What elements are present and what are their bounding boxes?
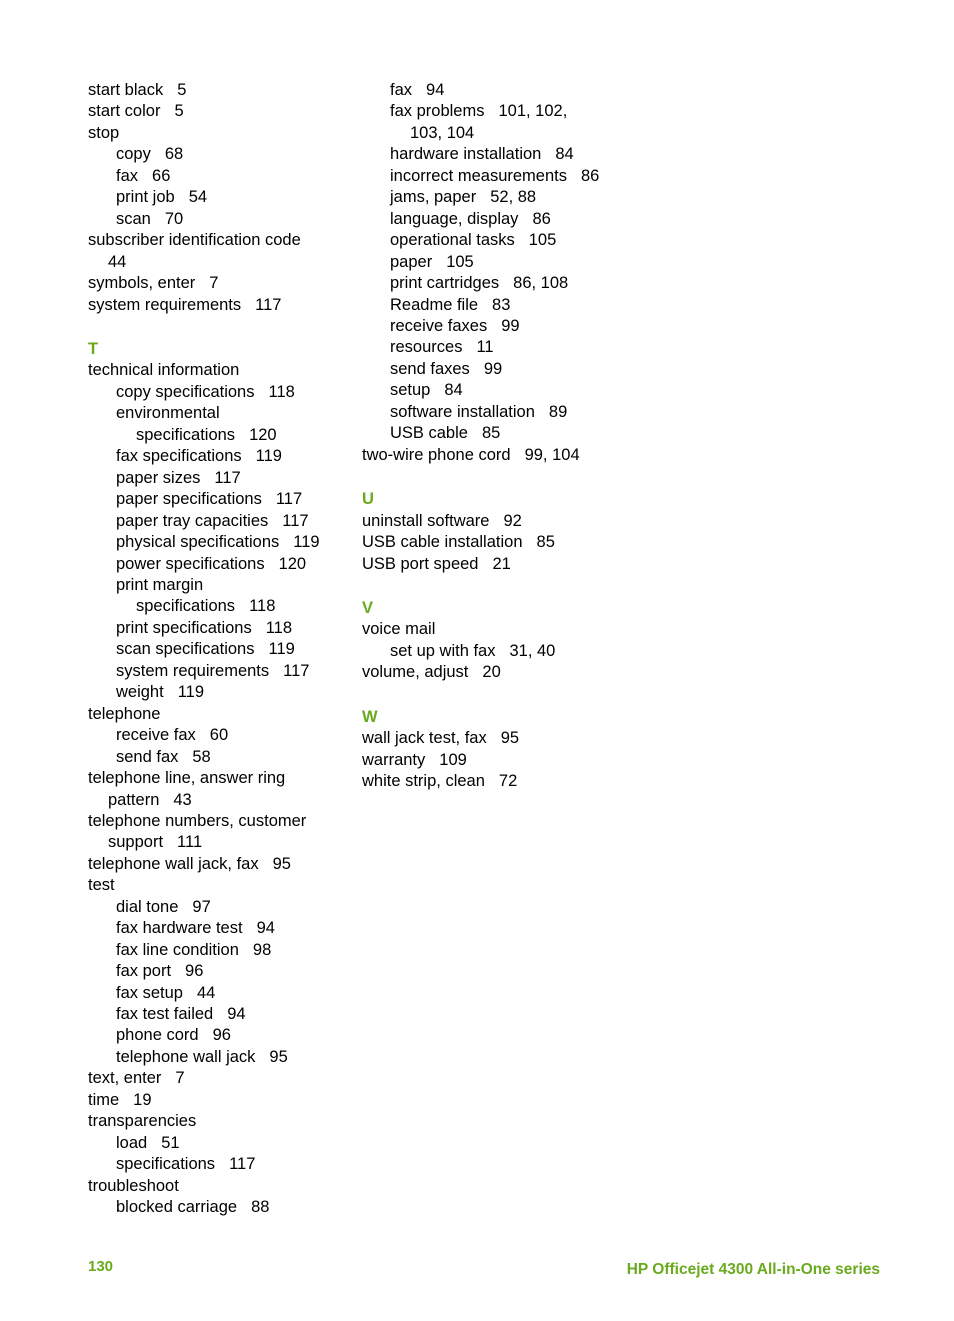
index-term: physical specifications — [116, 533, 280, 552]
index-subentry — [88, 661, 350, 682]
index-term: wall jack test, fax — [362, 729, 487, 748]
index-term: fax hardware test — [116, 919, 243, 938]
index-subentry — [88, 1154, 350, 1175]
index-term: jams, paper — [390, 188, 477, 207]
index-subentry — [362, 166, 632, 187]
index-page-ref[interactable]: 66 — [152, 166, 171, 185]
index-subentry — [88, 918, 350, 939]
index-term: USB cable installation — [362, 533, 523, 552]
index-term: voice mail — [362, 620, 436, 639]
index-term: resources — [390, 338, 463, 357]
index-letter-heading: T — [88, 339, 99, 358]
index-page-ref[interactable]: 98 — [252, 940, 272, 959]
index-page-ref[interactable]: 119 — [293, 533, 320, 552]
index-term: weight — [116, 683, 164, 702]
index-page-ref[interactable]: 84 — [444, 381, 463, 400]
index-subentry — [362, 144, 632, 165]
index-page-ref[interactable]: 99 — [483, 359, 503, 378]
index-term: USB port speed — [362, 554, 479, 573]
index-term: telephone numbers, customer — [88, 811, 307, 830]
index-page-ref[interactable]: 19 — [133, 1090, 152, 1109]
index-page-ref[interactable]: 88 — [251, 1198, 270, 1217]
index-term: paper specifications — [116, 490, 262, 509]
index-subentry — [88, 511, 350, 532]
index-page-ref[interactable]: 111 — [177, 833, 203, 852]
index-subentry — [88, 209, 350, 230]
index-page-ref[interactable]: 70 — [164, 209, 184, 228]
index-page-ref[interactable]: 21 — [492, 554, 511, 573]
index-term: system requirements — [88, 295, 242, 314]
index-subentry — [88, 961, 350, 982]
index-subentry — [88, 639, 350, 660]
index-entry — [88, 230, 350, 251]
index-term: support — [108, 833, 164, 852]
index-subentry — [88, 1004, 350, 1025]
index-subentry — [88, 682, 350, 703]
index-term: telephone wall jack, fax — [88, 854, 259, 873]
index-page-ref[interactable]: 118 — [249, 597, 276, 616]
index-entry — [88, 123, 350, 144]
index-term: dial tone — [116, 897, 179, 916]
index-page-ref[interactable]: 109 — [439, 750, 467, 769]
index-term: specifications — [136, 597, 236, 616]
index-page-ref[interactable]: 97 — [192, 897, 211, 916]
index-entry — [88, 811, 350, 832]
index-entry — [88, 768, 350, 789]
index-subentry — [88, 618, 350, 639]
index-page-ref[interactable]: 95 — [269, 1047, 288, 1066]
index-term: uninstall software — [362, 511, 490, 530]
index-subentry — [362, 252, 632, 273]
index-subentry — [88, 983, 350, 1004]
index-entry-continuation — [362, 123, 632, 144]
index-entry-continuation — [88, 252, 350, 273]
index-term: environmental — [116, 404, 220, 423]
index-page-ref[interactable]: 103, 104 — [410, 123, 475, 142]
index-subentry — [88, 382, 350, 403]
index-term: stop — [88, 123, 120, 142]
index-subentry — [362, 316, 632, 337]
index-term: scan specifications — [116, 640, 255, 659]
index-term: text, enter — [88, 1069, 162, 1088]
index-term: phone cord — [116, 1026, 199, 1045]
index-page-ref[interactable]: 118 — [268, 382, 295, 401]
index-letter-heading: V — [362, 598, 374, 617]
index-page-ref[interactable]: 54 — [188, 188, 208, 207]
index-subentry — [362, 295, 632, 316]
index-page-ref[interactable]: 11 — [476, 338, 494, 357]
index-entry — [88, 854, 350, 875]
index-term: print cartridges — [390, 274, 500, 293]
index-page-ref[interactable]: 105 — [528, 231, 557, 250]
index-page-ref[interactable]: 95 — [500, 729, 520, 748]
index-subentry — [362, 337, 632, 358]
index-term: symbols, enter — [88, 274, 196, 293]
index-term: USB cable — [390, 424, 468, 443]
index-column-left — [88, 80, 350, 1219]
index-subentry — [88, 747, 350, 768]
index-term: start color — [88, 102, 161, 121]
index-term: volume, adjust — [362, 663, 469, 682]
index-term: send fax — [116, 747, 179, 766]
index-term: print specifications — [116, 618, 252, 637]
index-term: receive faxes — [390, 316, 488, 335]
index-term: white strip, clean — [362, 772, 485, 791]
index-term: warranty — [362, 750, 426, 769]
index-page-ref[interactable]: 120 — [278, 554, 307, 573]
index-term: operational tasks — [390, 231, 515, 250]
index-subentry — [362, 80, 632, 101]
index-entry-continuation — [88, 832, 350, 853]
index-entry-continuation — [88, 425, 350, 446]
index-entry-continuation — [88, 790, 350, 811]
index-term: fax specifications — [116, 447, 242, 466]
index-entry — [362, 532, 632, 553]
product-title: HP Officejet 4300 All-in-One series — [626, 1261, 880, 1278]
index-term: specifications — [136, 425, 236, 444]
index-page-ref[interactable]: 5 — [174, 102, 184, 121]
index-letter-heading: U — [362, 490, 374, 509]
index-term: transparencies — [88, 1112, 197, 1131]
index-term: scan — [116, 209, 151, 228]
index-page-ref[interactable]: 86 — [580, 166, 600, 185]
index-column-right — [362, 80, 632, 793]
index-page-ref[interactable]: 94 — [227, 1005, 246, 1024]
index-subentry — [88, 144, 350, 165]
index-page-ref[interactable]: 117 — [283, 661, 310, 680]
index-page-ref[interactable]: 89 — [548, 402, 568, 421]
index-page-ref[interactable]: 117 — [275, 490, 303, 509]
index-page-ref[interactable]: 51 — [161, 1133, 180, 1152]
index-subentry — [88, 1197, 350, 1218]
index-term: fax port — [116, 962, 172, 981]
index-subentry — [88, 1025, 350, 1046]
index-subentry — [88, 1133, 350, 1154]
index-entry — [88, 295, 350, 316]
index-term: copy — [116, 145, 151, 164]
index-entry — [88, 1176, 350, 1197]
index-term: load — [116, 1133, 148, 1152]
index-term: send faxes — [390, 359, 470, 378]
index-page-ref[interactable]: 7 — [209, 274, 219, 293]
index-entry — [88, 80, 350, 101]
index-term: blocked carriage — [116, 1198, 238, 1217]
index-page-ref[interactable]: 44 — [196, 983, 216, 1002]
index-subentry — [362, 402, 632, 423]
index-term: fax line condition — [116, 940, 239, 959]
index-subentry — [88, 532, 350, 553]
index-term: print margin — [116, 575, 204, 594]
index-term: test — [88, 876, 115, 895]
index-page-ref[interactable]: 119 — [255, 447, 282, 466]
index-subentry — [88, 1047, 350, 1068]
index-subentry — [88, 940, 350, 961]
page-number: 130 — [88, 1258, 114, 1275]
index-subentry — [362, 187, 632, 208]
index-page-ref[interactable]: 5 — [177, 81, 187, 99]
index-entry — [88, 1090, 350, 1111]
index-term: system requirements — [116, 661, 270, 680]
index-term: fax — [390, 81, 413, 99]
index-page-ref[interactable]: 86 — [532, 209, 551, 228]
index-entry — [88, 1068, 350, 1089]
index-term: telephone line, answer ring — [88, 769, 286, 788]
index-term: Readme file — [390, 295, 479, 314]
index-entry — [362, 511, 632, 532]
index-page-ref[interactable]: 44 — [108, 252, 127, 271]
index-term: subscriber identification code — [88, 231, 301, 250]
index-term: fax setup — [116, 983, 183, 1002]
index-subentry — [88, 554, 350, 575]
index-term: incorrect measurements — [390, 166, 567, 185]
index-page-ref[interactable]: 119 — [177, 683, 205, 702]
index-page-ref[interactable]: 94 — [426, 81, 445, 99]
index-term: two-wire phone cord — [362, 445, 511, 464]
index-entry — [362, 445, 632, 466]
index-page-ref[interactable]: 92 — [503, 511, 522, 530]
index-page-ref[interactable]: 20 — [482, 663, 501, 682]
index-term: power specifications — [116, 554, 265, 573]
index-page-ref[interactable]: 84 — [555, 145, 574, 164]
index-subentry — [88, 489, 350, 510]
index-subentry — [362, 101, 632, 122]
index-page-ref[interactable]: 99, 104 — [524, 445, 580, 464]
index-entry — [88, 273, 350, 294]
index-page-ref[interactable]: 43 — [173, 790, 192, 809]
index-term: set up with fax — [390, 641, 496, 660]
index-term: print job — [116, 188, 175, 207]
index-term: receive fax — [116, 726, 196, 745]
index-term: technical information — [88, 361, 240, 380]
index-page-ref[interactable]: 117 — [214, 468, 241, 487]
index-term: fax — [116, 166, 139, 185]
index-page-ref[interactable]: 86, 108 — [513, 274, 569, 293]
index-page-ref[interactable]: 101, 102, — [498, 102, 568, 121]
index-entry — [362, 619, 632, 640]
index-entry — [362, 771, 632, 792]
index-term: copy specifications — [116, 382, 255, 401]
index-page-ref[interactable]: 31, 40 — [509, 641, 556, 660]
index-term: pattern — [108, 790, 160, 809]
index-entry-continuation — [88, 596, 350, 617]
index-subentry — [362, 209, 632, 230]
index-subentry — [362, 273, 632, 294]
index-page-ref[interactable]: 117 — [255, 295, 282, 314]
index-entry — [88, 875, 350, 896]
index-page-ref[interactable]: 52, 88 — [490, 188, 537, 207]
index-page-ref[interactable]: 120 — [249, 425, 277, 444]
index-entry — [362, 728, 632, 749]
index-subentry — [362, 380, 632, 401]
index-subentry — [362, 230, 632, 251]
index-page-ref[interactable]: 60 — [209, 726, 229, 745]
index-entry — [362, 662, 632, 683]
index-term: paper sizes — [116, 468, 201, 487]
index-subentry — [88, 403, 350, 424]
index-term: time — [88, 1090, 120, 1109]
index-subentry — [362, 359, 632, 380]
index-subentry — [362, 423, 632, 444]
index-entry — [88, 1111, 350, 1132]
index-subentry — [88, 725, 350, 746]
index-page-ref[interactable]: 85 — [481, 424, 501, 443]
index-page-ref[interactable]: 95 — [272, 854, 291, 873]
index-term: fax test failed — [116, 1005, 214, 1024]
index-page-ref[interactable]: 99 — [501, 316, 520, 335]
index-page-ref[interactable]: 85 — [536, 533, 555, 552]
index-term: start black — [88, 81, 164, 99]
index-entry — [362, 554, 632, 575]
index-subentry — [362, 641, 632, 662]
index-term: specifications — [116, 1155, 216, 1174]
index-term: hardware installation — [390, 145, 542, 164]
index-term: software installation — [390, 402, 535, 421]
index-letter-heading: W — [362, 707, 378, 726]
index-subentry — [88, 897, 350, 918]
index-entry — [88, 101, 350, 122]
index-page-ref[interactable]: 96 — [212, 1026, 231, 1045]
index-page-ref[interactable]: 68 — [164, 145, 184, 164]
index-page-ref[interactable]: 72 — [498, 772, 518, 791]
index-subentry — [88, 187, 350, 208]
index-term: paper — [390, 252, 433, 271]
index-term: fax problems — [390, 102, 485, 121]
index-subentry — [88, 446, 350, 467]
index-subentry — [88, 166, 350, 187]
index-entry — [362, 750, 632, 771]
index-term: troubleshoot — [88, 1176, 179, 1195]
index-page-ref[interactable]: 105 — [446, 252, 474, 271]
index-page-ref[interactable]: 119 — [268, 640, 295, 659]
index-page-ref[interactable]: 117 — [282, 511, 309, 530]
index-page-ref[interactable]: 83 — [492, 295, 511, 314]
index-term: setup — [390, 381, 431, 400]
index-page-ref[interactable]: 118 — [265, 618, 293, 637]
index-term: telephone wall jack — [116, 1047, 256, 1066]
index-term: telephone — [88, 704, 161, 723]
index-subentry — [88, 468, 350, 489]
index-page-ref[interactable]: 58 — [192, 747, 211, 766]
index-term: language, display — [390, 209, 519, 228]
index-page-ref[interactable]: 117 — [229, 1155, 256, 1174]
index-entry — [88, 360, 350, 381]
index-entry — [88, 704, 350, 725]
index-page-ref[interactable]: 94 — [256, 919, 275, 938]
index-subentry — [88, 575, 350, 596]
index-term: paper tray capacities — [116, 511, 269, 530]
index-page-ref[interactable]: 96 — [185, 962, 204, 981]
index-page-ref[interactable]: 7 — [175, 1069, 185, 1088]
